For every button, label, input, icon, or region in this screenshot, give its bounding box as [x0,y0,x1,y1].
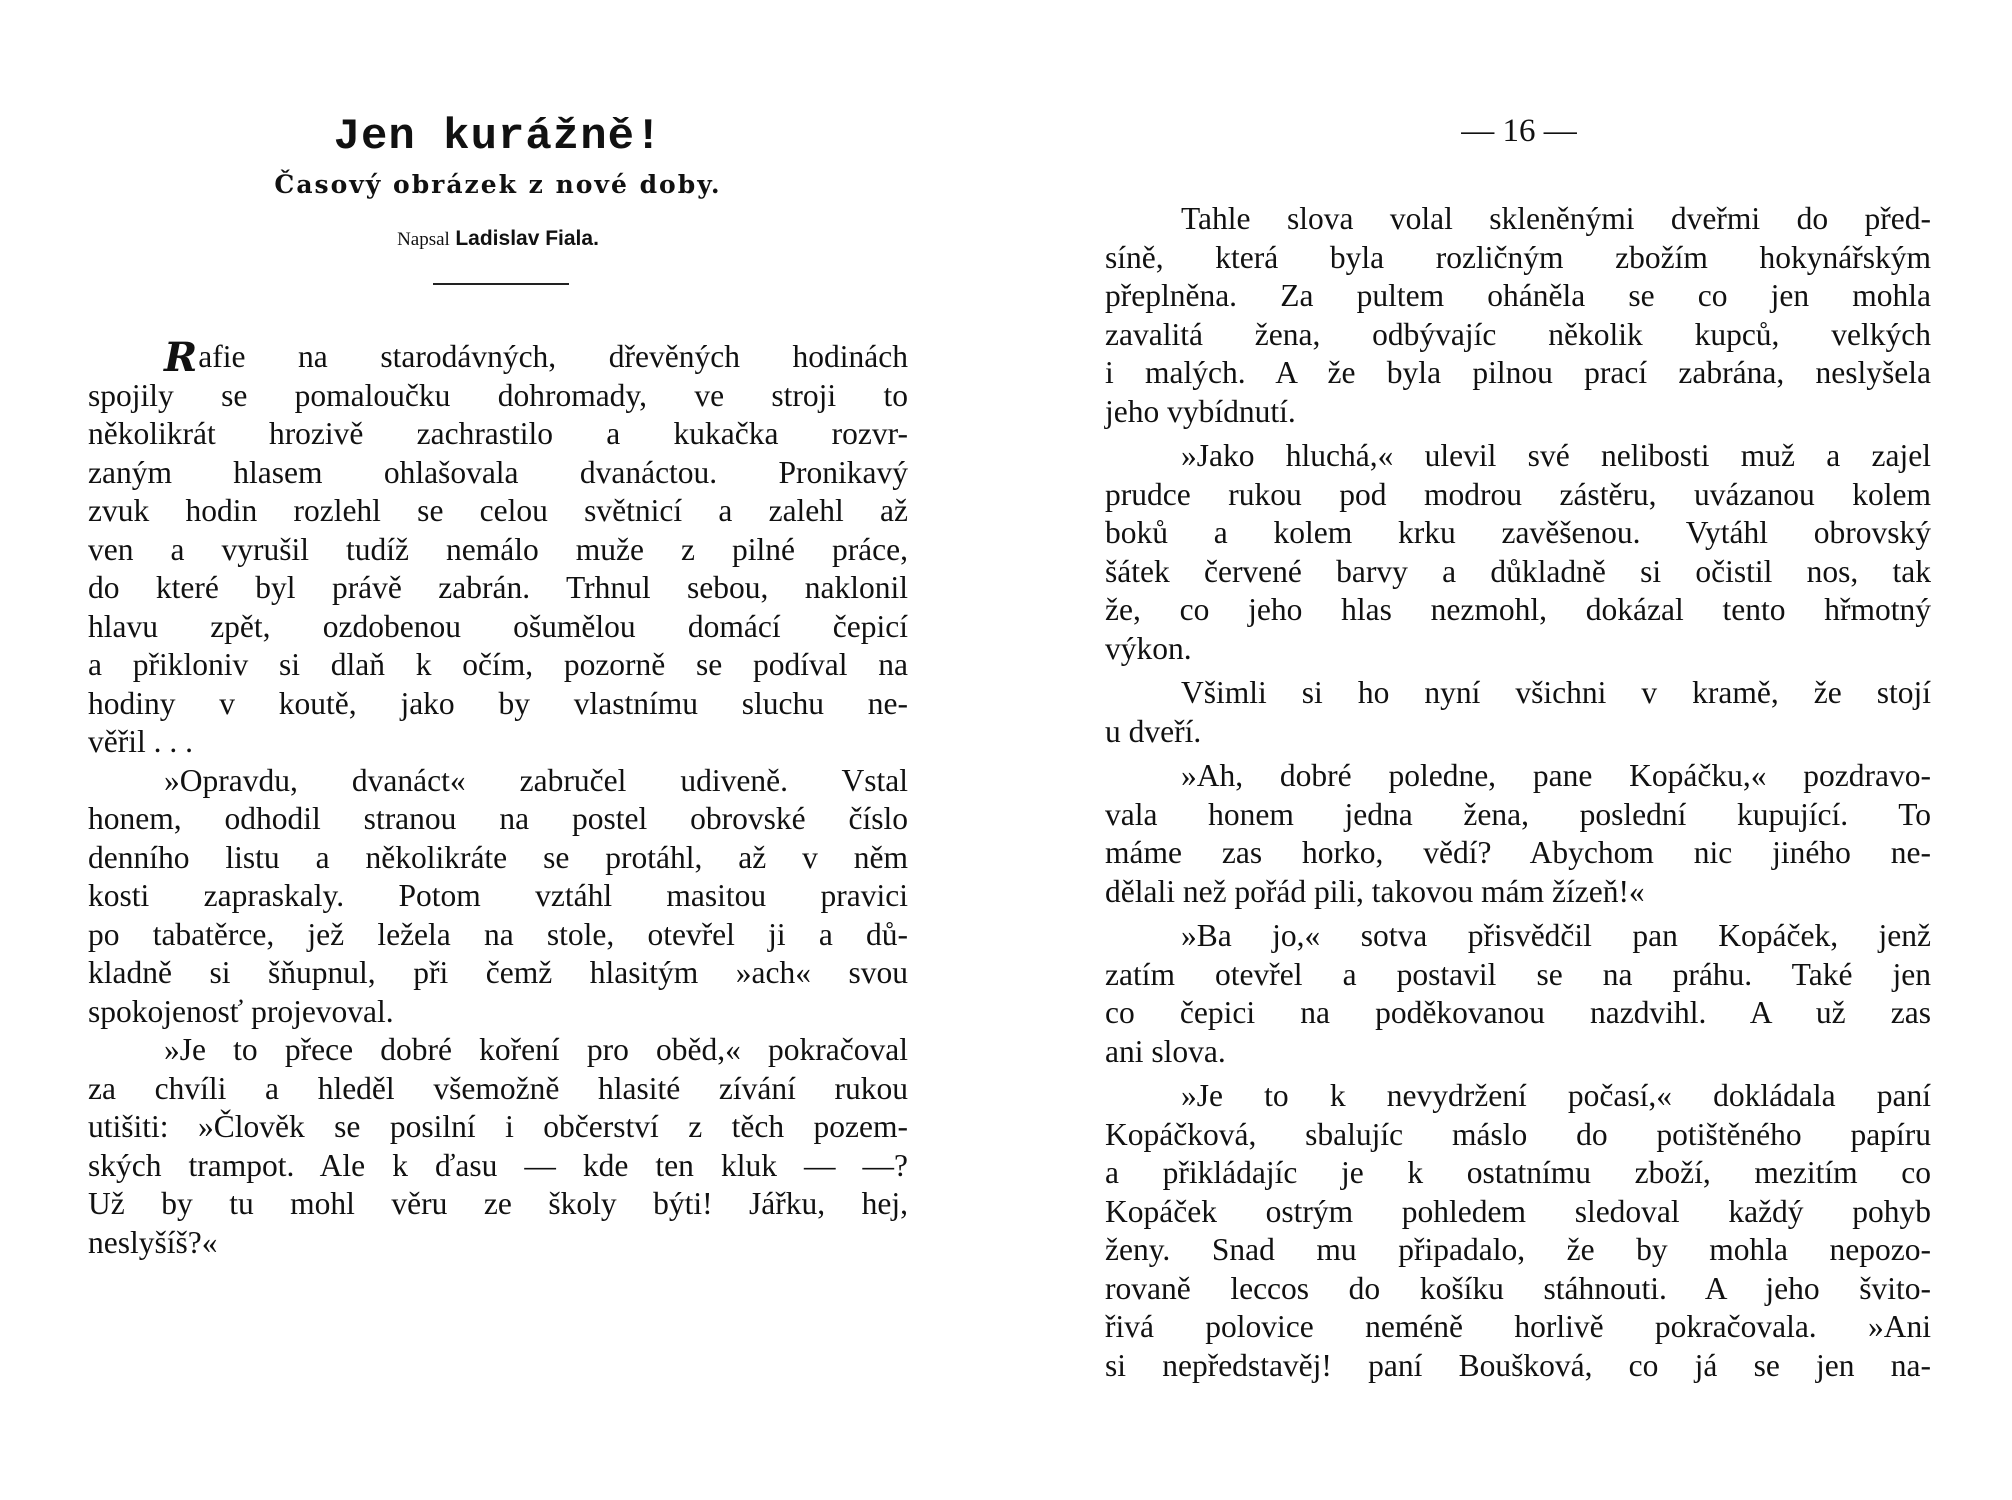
line-text: a přikládajíc je k ostatnímu zboží, mezitím co [1105,1155,1931,1190]
paragraph [1105,917,1931,1071]
paragraph [1105,757,1931,911]
text-line [88,685,908,724]
paragraph [88,334,908,762]
text-line [88,723,908,762]
text-line [88,454,908,493]
line-text: »Je to k nevydržení počasí,« dokládala paní [1181,1078,1931,1113]
paragraph [88,1031,908,1262]
text-line [1105,200,1931,239]
line-text: za chvíli a hleděl všemožně hlasité zívání rukou [88,1070,908,1106]
text-line [1105,630,1931,669]
line-text: spokojenosť projevoval. [88,993,394,1029]
text-line [1105,1231,1931,1270]
line-text: denního listu a několikráte se protáhl, až v něm [88,839,908,875]
text-line [1105,316,1931,355]
text-line [1105,437,1931,476]
line-text: ských trampot. Ale k ďasu — kde ten kluk — —? [88,1147,908,1183]
line-text: síně, která byla rozličným zbožím hokynářským [1105,239,1931,275]
text-line [1105,994,1931,1033]
line-text: neslyšíš?« [88,1224,218,1260]
page-number: — 16 — [1461,113,1577,149]
text-line [88,1070,908,1109]
text-line [1105,1033,1931,1072]
line-text: věřil . . . [88,724,193,759]
line-text: zatím otevřel a postavil se na práhu. Také jen [1105,956,1931,992]
text-line [88,1185,908,1224]
line-text: zavalitá žena, odbývajíc několik kupců, velkých [1105,316,1931,352]
story-title: Jen kurážně! [333,112,663,162]
story-subtitle: Časový obrázek z nové doby. [274,170,722,199]
text-line [88,415,908,454]
title-divider [433,283,569,285]
text-line [1105,674,1931,713]
text-line [88,569,908,608]
text-line [1105,591,1931,630]
paragraph [1105,437,1931,668]
line-text: afie na starodávných, dřevěných hodinách [198,339,908,374]
line-text: Tahle slova volal skleněnými dveřmi do před- [1181,201,1931,236]
paragraph [1105,1077,1931,1385]
text-line [1105,393,1931,432]
text-line [88,877,908,916]
line-text: ven a vyrušil tudíž nemálo muže z pilné práce, [88,531,908,567]
line-text: si nepředstavěj! paní Boušková, co já se jen na- [1105,1347,1931,1383]
line-text: »Ba jo,« sotva přisvědčil pan Kopáček, jenž [1181,918,1931,953]
line-text: rovaně leccos do košíku stáhnouti. A jeho švito- [1105,1270,1931,1306]
line-text: Kopáček ostrým pohledem sledoval každý pohyb [1105,1193,1931,1229]
line-text: honem, odhodil stranou na postel obrovské číslo [88,801,908,836]
text-line [1105,834,1931,873]
right-text-column [1105,200,1931,1391]
line-text: několikrát hrozivě zachrastilo a kukačka rozvr- [88,416,908,451]
line-text: kosti zapraskaly. Potom vztáhl masitou pravici [88,878,908,913]
ornamental-drop-cap: R [164,334,198,381]
line-text: prudce rukou pod modrou zástěru, uvázanou kolem [1105,476,1931,512]
text-line [88,492,908,531]
line-text: zaným hlasem ohlašovala dvanáctou. Pronikavý [88,454,908,490]
line-text: »Opravdu, dvanáct« zabručel udiveně. Vstal [164,762,908,798]
line-text: »Jako hluchá,« ulevil své nelibosti muž a zajel [1181,438,1931,473]
line-text: i malých. A že byla pilnou prací zabrána, neslyšela [1105,355,1931,390]
text-line [88,839,908,878]
text-line [88,954,908,993]
line-text: spojily se pomaloučku dohromady, ve stroji to [88,377,908,413]
line-text: Už by tu mohl věru ze školy býti! Jářku, hej, [88,1186,908,1221]
text-line [88,916,908,955]
paragraph [1105,674,1931,751]
line-text: jeho vybídnutí. [1105,393,1296,429]
line-text: utišiti: »Člověk se posilní i občerství z těch pozem- [88,1109,908,1144]
text-line [1105,917,1931,956]
text-line [88,1147,908,1186]
line-text: výkon. [1105,630,1192,666]
text-line [88,334,908,381]
line-text: kladně si šňupnul, při čemž hlasitým »ach« svou [88,955,908,990]
text-line [1105,354,1931,393]
line-text: dělali než pořád pili, takovou mám žízeň!« [1105,873,1645,909]
line-text: Všimli si ho nyní všichni v kramě, že stojí [1181,675,1931,710]
line-text: vala honem jedna žena, poslední kupující. To [1105,796,1931,832]
text-line [1105,956,1931,995]
paragraph [1105,200,1931,431]
text-line [1105,514,1931,553]
text-line [88,800,908,839]
line-text: přeplněna. Za pultem oháněla se co jen mohla [1105,278,1931,313]
text-line [1105,757,1931,796]
text-line [1105,1077,1931,1116]
byline-author: Ladislav Fiala. [455,227,599,250]
text-line [1105,476,1931,515]
text-line [1105,553,1931,592]
line-text: po tabatěrce, jež ležela na stole, otevřel ji a dů- [88,916,908,952]
line-text: »Ah, dobré poledne, pane Kopáčku,« pozdravo- [1181,758,1931,793]
paragraph [88,762,908,1032]
text-line [1105,1347,1931,1386]
left-text-column [88,334,908,1262]
text-line [1105,713,1931,752]
line-text: šátek červené barvy a důkladně si očistil nos, tak [1105,553,1931,589]
line-text: hlavu zpět, ozdobenou ošumělou domácí čepicí [88,608,908,644]
text-line [1105,1154,1931,1193]
line-text: u dveří. [1105,713,1202,749]
line-text: Kopáčková, sbalujíc máslo do potištěného papíru [1105,1116,1931,1152]
text-line [1105,1193,1931,1232]
line-text: řivá polovice neméně horlivě pokračovala. »Ani [1105,1309,1931,1344]
line-text: ženy. Snad mu připadalo, že by mohla nepozo- [1105,1232,1931,1267]
line-text: že, co jeho hlas nezmohl, dokázal tento hřmotný [1105,592,1931,627]
text-line [1105,277,1931,316]
text-line [88,608,908,647]
line-text: »Je to přece dobré koření pro oběd,« pokračoval [164,1032,908,1067]
text-line [88,993,908,1032]
text-line [1105,1270,1931,1309]
line-text: ani slova. [1105,1033,1226,1069]
text-line [88,646,908,685]
line-text: hodiny v koutě, jako by vlastnímu sluchu ne- [88,685,908,721]
text-line [88,1031,908,1070]
text-line [1105,796,1931,835]
text-line [1105,239,1931,278]
text-line [1105,1116,1931,1155]
line-text: boků a kolem krku zavěšenou. Vytáhl obrovský [1105,515,1931,550]
text-line [88,377,908,416]
line-text: a přikloniv si dlaň k očím, pozorně se podíval na [88,647,908,682]
text-line [88,762,908,801]
text-line [88,1224,908,1263]
line-text: do které byl právě zabrán. Trhnul sebou, naklonil [88,570,908,605]
line-text: zvuk hodin rozlehl se celou světnicí a zalehl až [88,493,908,528]
byline-prefix: Napsal [397,229,450,250]
byline [88,225,908,251]
text-line [1105,1308,1931,1347]
text-line [1105,873,1931,912]
text-line [88,1108,908,1147]
line-text: co čepici na poděkovanou nazdvihl. A už zas [1105,995,1931,1030]
text-line [88,531,908,570]
line-text: máme zas horko, vědí? Abychom nic jiného ne- [1105,835,1931,870]
